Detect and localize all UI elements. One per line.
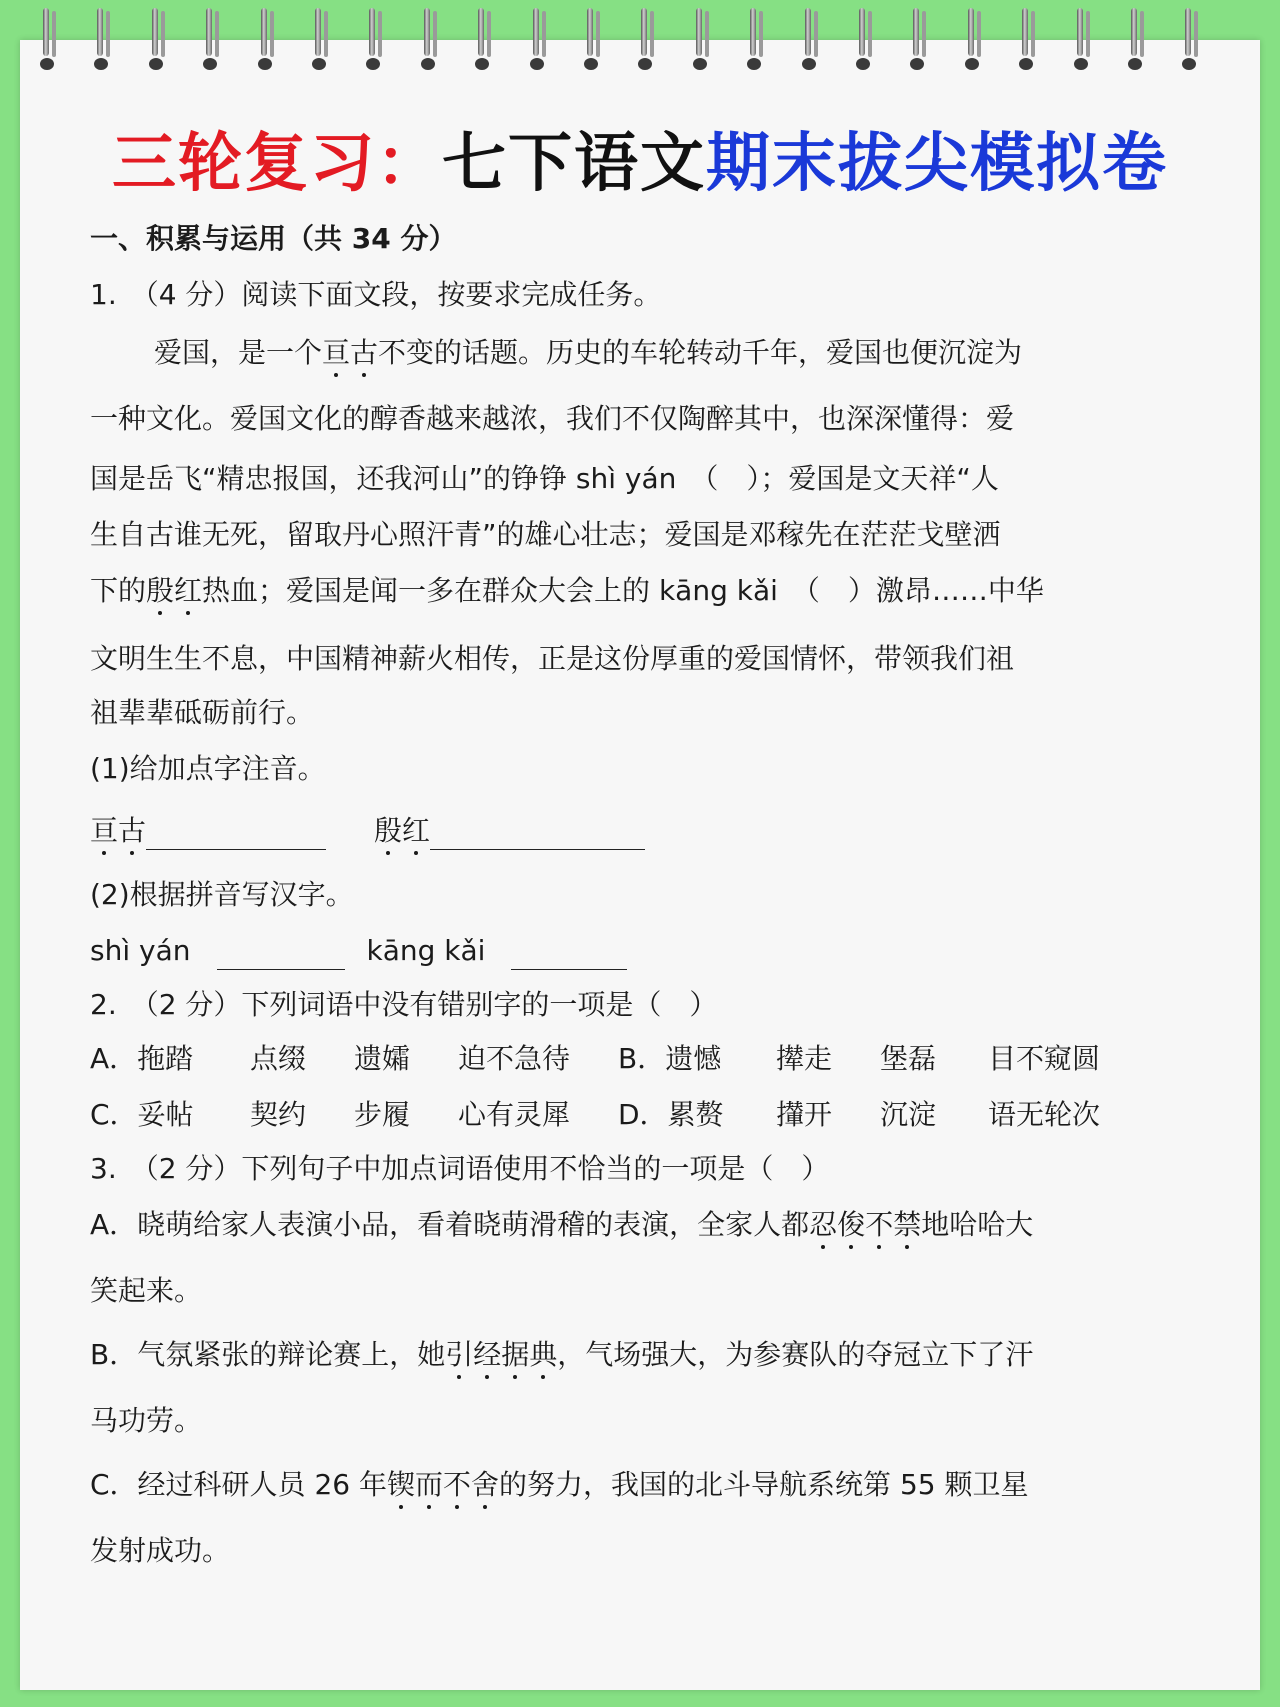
text-segment: 的努力，我国的北斗导航系统第 55 颗卫星 [499,1468,1029,1501]
spiral-ring [963,8,983,74]
dotted-char: 亘 [90,814,119,847]
spiral-ring [256,8,276,74]
spiral-ring [310,8,330,74]
q2-option-b[interactable]: B．遗憾 [618,1042,722,1075]
answer-blank[interactable] [430,819,645,850]
spiral-ring [691,8,711,74]
text-segment: ，气场强大，为参赛队的夺冠立下了汗 [557,1338,1034,1371]
spiral-binding [38,8,1258,78]
q2-option-a-word: 遗孀 [354,1042,411,1075]
pinyin-label: shì yán [90,934,191,967]
text-segment: A．晓萌给家人表演小品，看着晓萌滑稽的表演，全家人都 [90,1208,810,1241]
title-part-red: 三轮复习： [112,127,442,201]
q1-passage-line-2: 一种文化。爱国文化的醇香越来越浓，我们不仅陶醉其中，也深深懂得：爱 [90,402,1015,435]
spiral-ring [636,8,656,74]
q2-option-b-word: 目不窥圆 [988,1042,1101,1075]
q2-option-a[interactable]: A．拖踏 [90,1042,194,1075]
dotted-char: 经 [473,1338,502,1371]
dotted-char: 而 [415,1468,444,1501]
q3-option-a-line-2: 笑起来。 [90,1274,203,1307]
q3-option-b-line-1[interactable] [90,1336,1033,1374]
spiral-ring [147,8,167,74]
dotted-char: 古 [118,814,147,847]
q3-stem: 3. （2 分）下列句子中加点词语使用不恰当的一项是（ ） [90,1152,830,1185]
dotted-char: 红 [402,814,431,847]
dotted-char: 古 [350,336,379,369]
text-segment: 地哈哈大 [921,1208,1034,1241]
dotted-char: 禁 [893,1208,922,1241]
dotted-char: 亘 [322,336,351,369]
dotted-char: 红 [174,574,203,607]
dotted-char: 殷 [146,574,175,607]
q1-sub1-answers [90,812,645,850]
answer-blank[interactable] [511,939,627,970]
dotted-char: 殷 [374,814,403,847]
dotted-char: 不 [865,1208,894,1241]
spiral-ring [1126,8,1146,74]
spiral-ring [908,8,928,74]
dotted-char: 俊 [837,1208,866,1241]
text-segment: 下的 [90,574,147,607]
q1-passage-line-4: 生自古谁无死，留取丹心照汗青”的雄心壮志；爱国是邓稼先在茫茫戈壁洒 [90,518,1001,551]
spiral-ring [800,8,820,74]
q1-passage-line-6: 文明生生不息，中国精神薪火相传，正是这份厚重的爱国情怀，带领我们祖 [90,642,1015,675]
q1-sub2-answers [90,932,627,970]
q2-option-c-word: 契约 [250,1098,307,1131]
answer-blank[interactable] [146,819,326,850]
q1-passage-line-5 [90,572,1044,610]
spiral-ring [201,8,221,74]
answer-blank[interactable] [217,939,345,970]
dotted-char: 不 [443,1468,472,1501]
spiral-ring [364,8,384,74]
q2-option-c-word: 步履 [354,1098,411,1131]
text-segment: 热血；爱国是闻一多在群众大会上的 kāng kǎi （ ）激昂……中华 [202,574,1044,607]
spiral-ring [473,8,493,74]
section-heading: 一、积累与运用（共 34 分） [90,222,457,255]
pinyin-label: kāng kǎi [366,934,486,967]
q1-sub2: (2)根据拼音写汉字。 [90,878,354,911]
spiral-ring [854,8,874,74]
title-part-black: 七下语文 [442,127,706,201]
q2-option-a-word: 点缀 [250,1042,307,1075]
spiral-ring [528,8,548,74]
q2-option-d-word: 语无轮次 [988,1098,1101,1131]
dotted-char: 典 [529,1338,558,1371]
title-part-blue: 期末拔尖模拟卷 [706,127,1168,201]
page-title [0,112,1280,204]
q1-passage-line-3: 国是岳飞“精忠报国，还我河山”的铮铮 shì yán （ ）；爱国是文天祥“人 [90,462,999,495]
q2-option-c[interactable]: C．妥帖 [90,1098,194,1131]
q2-option-b-word: 撵走 [776,1042,833,1075]
q1-passage-line-1 [154,334,1022,372]
dotted-char: 引 [445,1338,474,1371]
q2-stem: 2. （2 分）下列词语中没有错别字的一项是（ ） [90,988,718,1021]
dotted-char: 锲 [386,1468,415,1501]
q2-option-c-word: 心有灵犀 [458,1098,571,1131]
q2-option-d-word: 沉淀 [880,1098,937,1131]
spiral-ring [92,8,112,74]
q1-stem: 1. （4 分）阅读下面文段，按要求完成任务。 [90,278,662,311]
q2-option-d[interactable]: D．累赘 [618,1098,724,1131]
text-segment: C．经过科研人员 26 年 [90,1468,387,1501]
dotted-char: 据 [501,1338,530,1371]
spiral-ring [745,8,765,74]
text-segment: 爱国，是一个 [154,336,323,369]
spiral-ring [38,8,58,74]
q2-option-b-word: 堡磊 [880,1042,937,1075]
spiral-ring [582,8,602,74]
q1-passage-line-7: 祖辈辈砥砺前行。 [90,696,315,729]
q3-option-c-line-2: 发射成功。 [90,1534,231,1567]
q3-option-b-line-2: 马功劳。 [90,1404,203,1437]
text-segment: 不变的话题。历史的车轮转动千年，爱国也便沉淀为 [378,336,1023,369]
spiral-ring [419,8,439,74]
q1-sub1: (1)给加点字注音。 [90,752,326,785]
q3-option-a-line-1[interactable] [90,1206,1033,1244]
q2-option-a-word: 迫不急待 [458,1042,571,1075]
spiral-ring [1017,8,1037,74]
spiral-ring [1180,8,1200,74]
q2-option-d-word: 攆开 [776,1098,833,1131]
spiral-ring [1072,8,1092,74]
q3-option-c-line-1[interactable] [90,1466,1028,1504]
text-segment: B．气氛紧张的辩论赛上，她 [90,1338,446,1371]
dotted-char: 舍 [471,1468,500,1501]
dotted-char: 忍 [809,1208,838,1241]
